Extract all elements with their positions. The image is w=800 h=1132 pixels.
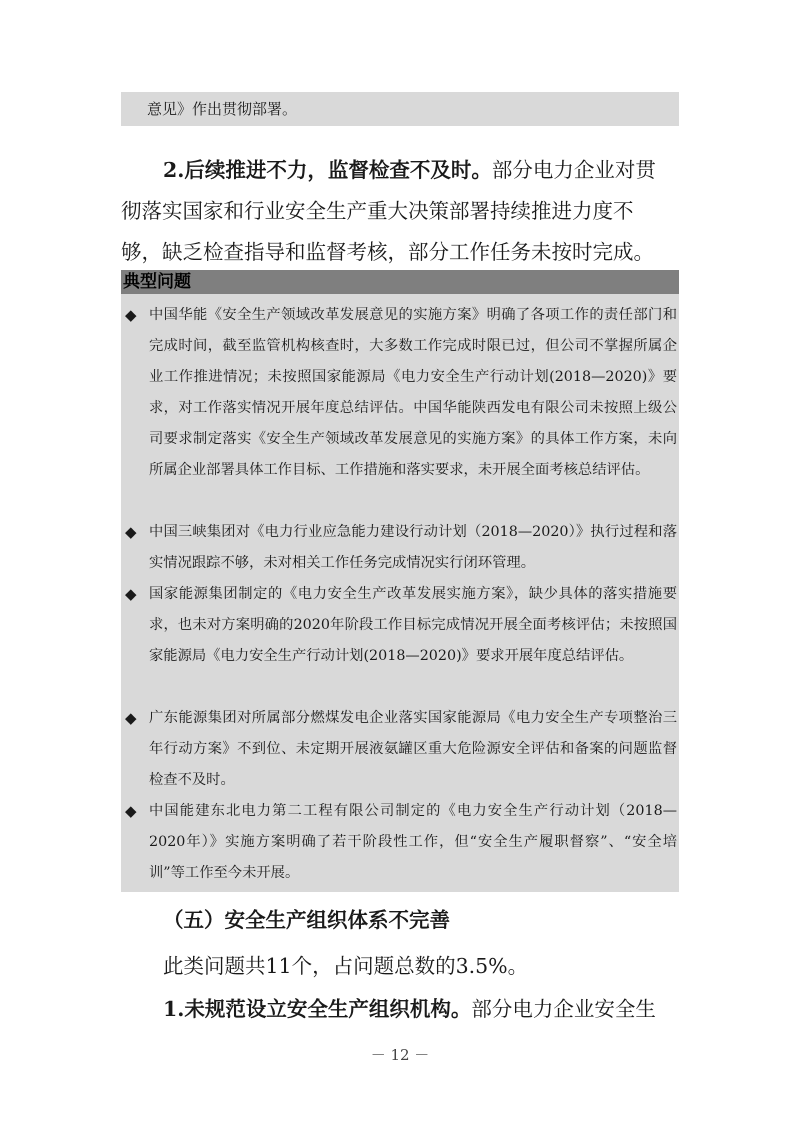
section-2-line-3: 够，缺乏检查指导和监督考核，部分工作任务未按时完成。 xyxy=(121,240,654,264)
typical-problem-item xyxy=(121,517,679,579)
paragraph-1-rest: 部分电力企业安全生 xyxy=(471,997,656,1021)
problem-count-line: 此类问题共11个，占问题总数的3.5%。 xyxy=(163,954,529,978)
typical-problem-item xyxy=(121,796,679,889)
diamond-bullet-icon: ◆ xyxy=(125,709,137,727)
section-2-line-1-rest: 部分电力企业对贯 xyxy=(491,158,656,182)
diamond-bullet-icon: ◆ xyxy=(125,802,137,820)
typical-problems-box xyxy=(121,270,679,892)
typical-problem-text: 国家能源集团制定的《电力安全生产改革发展实施方案》，缺少具体的落实措施要求，也未对方案明确的2020年阶段工作目标完成情况开展全面考核评估；未按照国家能源局《电力安全生产行动计划(2018—2020)》要求开展年度总结评估。 xyxy=(149,586,677,664)
page-number: － 12 － xyxy=(370,1046,430,1064)
typical-problem-text: 广东能源集团对所属部分燃煤发电企业落实国家能源局《电力安全生产专项整治三年行动方案》不到位、未定期开展液氨罐区重大危险源安全评估和备案的问题监督检查不及时。 xyxy=(149,710,677,788)
typical-problem-text: 中国三峡集团对《电力行业应急能力建设行动计划（2018—2020）》执行过程和落实情况跟踪不够，未对相关工作任务完成情况实行闭环管理。 xyxy=(149,524,677,571)
subsection-5-title: （五）安全生产组织体系不完善 xyxy=(163,908,450,932)
typical-problem-item xyxy=(121,300,679,486)
quote-box-top-text: 意见》作出贯彻部署。 xyxy=(147,100,298,118)
diamond-bullet-icon: ◆ xyxy=(125,585,137,603)
typical-problem-text: 中国华能《安全生产领域改革发展意见的实施方案》明确了各项工作的责任部门和完成时间，截至监管机构核查时，大多数工作完成时限已过，但公司不掌握所属企业工作推进情况；未按照国家能源局《电力安全生产行动计划(2018—2020)》要求，对工作落实情况开展年度总结评估。中国华能陕西发电有限公司未按照上级公司要求制定落实《安全生产领域改革发展意见的实施方案》的具体工作方案，未向所属企业部署具体工作目标、工作措施和落实要求，未开展全面考核总结评估。 xyxy=(149,307,677,478)
section-2-line-1 xyxy=(121,150,681,191)
section-2-paragraph xyxy=(121,150,681,273)
section-2-line-2: 彻落实国家和行业安全生产重大决策部署持续推进力度不 xyxy=(121,199,634,223)
typical-problem-text: 中国能建东北电力第二工程有限公司制定的《电力安全生产行动计划（2018—2020年）》实施方案明确了若干阶段性工作，但“安全生产履职督察”、“安全培训”等工作至今未开展。 xyxy=(149,803,677,881)
paragraph-1 xyxy=(163,994,683,1024)
diamond-bullet-icon: ◆ xyxy=(125,523,137,541)
typical-problem-item xyxy=(121,579,679,672)
paragraph-1-heading: 1.未规范设立安全生产组织机构。 xyxy=(163,997,472,1021)
section-2-heading: 2.后续推进不力，监督检查不及时。 xyxy=(163,158,492,182)
diamond-bullet-icon: ◆ xyxy=(125,306,137,324)
typical-problems-header: 典型问题 xyxy=(121,270,679,294)
typical-problem-item xyxy=(121,703,679,796)
